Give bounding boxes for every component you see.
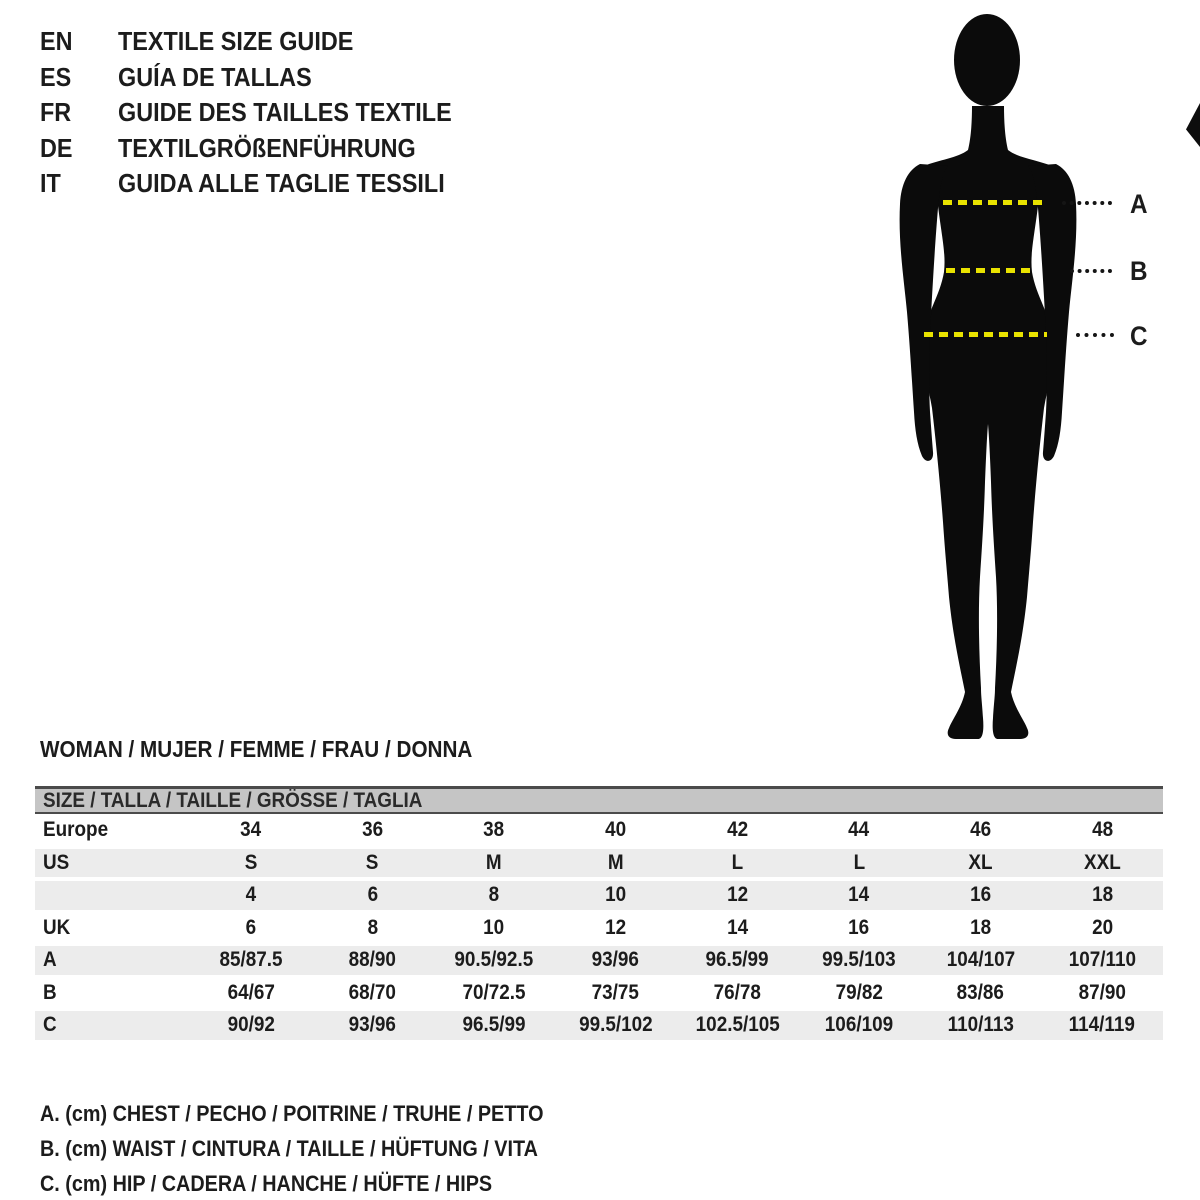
marker-label-chest: A	[1130, 189, 1148, 219]
row-label: Europe	[43, 818, 109, 842]
table-cell: 36	[361, 818, 383, 842]
table-cell: 18	[970, 915, 992, 939]
table-cell: 46	[970, 818, 992, 842]
language-label: TEXTILGRÖßENFÜHRUNG	[118, 132, 416, 163]
legend-line-hip: C. (cm) HIP / CADERA / HANCHE / HÜFTE / HIPS	[40, 1171, 493, 1196]
table-cell: 8	[367, 915, 378, 939]
table-cell: 8	[488, 883, 500, 907]
table-cell: L	[731, 850, 744, 874]
table-cell: 44	[848, 818, 870, 842]
table-cell: 42	[726, 818, 748, 842]
table-cell: 70/72.5	[462, 980, 526, 1004]
table-cell: 10	[605, 883, 627, 907]
woman-silhouette	[886, 12, 1090, 744]
table-row-us-letters	[35, 847, 1163, 880]
table-cell: 106/109	[824, 1013, 894, 1037]
measure-line-chest	[943, 200, 1043, 205]
table-cell: 96.5/99	[705, 948, 769, 972]
legend-line-waist: B. (cm) WAIST / CINTURA / TAILLE / HÜFTUNG / VITA	[40, 1136, 538, 1161]
table-row-waist	[35, 977, 1163, 1010]
table-cell: 96.5/99	[462, 1013, 526, 1037]
language-label: GUÍA DE TALLAS	[118, 61, 312, 92]
language-row	[40, 60, 489, 96]
section-title: WOMAN / MUJER / FEMME / FRAU / DONNA	[40, 736, 473, 762]
marker-label-hip: C	[1130, 321, 1148, 351]
language-list	[40, 24, 489, 202]
table-cell: 110/113	[947, 1013, 1014, 1037]
table-row-hip	[35, 1009, 1163, 1042]
table-cell: 93/96	[592, 948, 640, 972]
row-label: A	[43, 948, 57, 972]
table-cell: 20	[1091, 915, 1113, 939]
language-label: GUIDE DES TAILLES TEXTILE	[118, 97, 452, 127]
row-label: C	[43, 1013, 57, 1037]
table-row-europe	[35, 814, 1163, 847]
table-cell: 87/90	[1078, 980, 1126, 1004]
language-row	[40, 95, 489, 131]
table-cell: 18	[1091, 883, 1113, 907]
table-cell: 4	[245, 883, 257, 907]
language-code: FR	[40, 97, 72, 127]
edge-arrow-icon	[1186, 103, 1200, 147]
table-row-uk	[35, 912, 1163, 945]
table-cell: 34	[240, 818, 262, 842]
table-cell: 16	[970, 883, 992, 907]
table-row-chest	[35, 944, 1163, 977]
table-row-us-numbers	[35, 879, 1163, 912]
row-label: B	[43, 980, 57, 1004]
table-cell: 10	[483, 915, 505, 939]
table-cell: 14	[848, 883, 870, 907]
table-cell: 85/87.5	[219, 948, 283, 972]
table-cell: S	[366, 850, 379, 874]
table-cell: 64/67	[227, 980, 275, 1004]
table-cell: XL	[968, 850, 993, 874]
table-cell: 12	[726, 883, 748, 907]
language-code: DE	[40, 132, 73, 163]
table-cell: 107/110	[1068, 948, 1136, 972]
marker-label-waist: B	[1130, 256, 1148, 286]
table-cell: 73/75	[592, 980, 640, 1004]
table-cell: 102.5/105	[695, 1013, 780, 1037]
language-code: EN	[40, 26, 73, 56]
table-cell: 99.5/103	[822, 948, 896, 972]
table-cell: 48	[1091, 818, 1113, 842]
table-cell: M	[486, 850, 502, 874]
table-cell: 104/107	[946, 948, 1015, 972]
language-row	[40, 24, 489, 60]
pointer-line-waist	[1070, 269, 1112, 273]
table-cell: 88/90	[348, 948, 397, 972]
table-cell: 90.5/92.5	[454, 948, 534, 972]
table-cell: 6	[245, 915, 257, 939]
row-label: UK	[43, 915, 71, 939]
language-row	[40, 131, 489, 167]
table-cell: 68/70	[348, 980, 397, 1004]
language-label: GUIDA ALLE TAGLIE TESSILI	[118, 168, 445, 198]
language-row	[40, 166, 489, 202]
language-code: ES	[40, 61, 72, 92]
pointer-line-hip	[1076, 333, 1114, 337]
table-cell: 38	[483, 818, 505, 842]
measurement-legend	[40, 1096, 599, 1200]
table-cell: 79/82	[835, 980, 883, 1004]
table-cell: L	[853, 850, 865, 874]
table-header: SIZE / TALLA / TAILLE / GRÖSSE / TAGLIA	[35, 786, 1163, 814]
language-label: TEXTILE SIZE GUIDE	[118, 26, 354, 56]
table-cell: 6	[367, 883, 378, 907]
table-cell: 76/78	[713, 980, 761, 1004]
row-label	[35, 881, 190, 910]
table-cell: XXL	[1083, 850, 1121, 874]
table-cell: 83/86	[956, 980, 1005, 1004]
silhouette-head	[954, 14, 1020, 106]
pointer-line-chest	[1062, 201, 1112, 205]
table-cell: 12	[605, 915, 627, 939]
table-cell: 114/119	[1069, 1013, 1136, 1037]
table-cell: 99.5/102	[578, 1013, 653, 1037]
table-cell: 14	[726, 915, 748, 939]
table-cell: 93/96	[348, 1013, 397, 1037]
table-cell: S	[244, 850, 258, 874]
size-table	[35, 786, 1163, 1042]
language-code: IT	[40, 168, 61, 198]
table-cell: M	[607, 850, 624, 874]
table-cell: 16	[848, 915, 870, 939]
table-cell: 40	[605, 818, 627, 842]
table-cell: 90/92	[227, 1013, 275, 1037]
row-label: US	[43, 850, 70, 874]
legend-line-chest: A. (cm) CHEST / PECHO / POITRINE / TRUHE / PETTO	[40, 1101, 544, 1126]
measure-line-hip	[924, 332, 1047, 337]
measure-line-waist	[946, 268, 1033, 273]
